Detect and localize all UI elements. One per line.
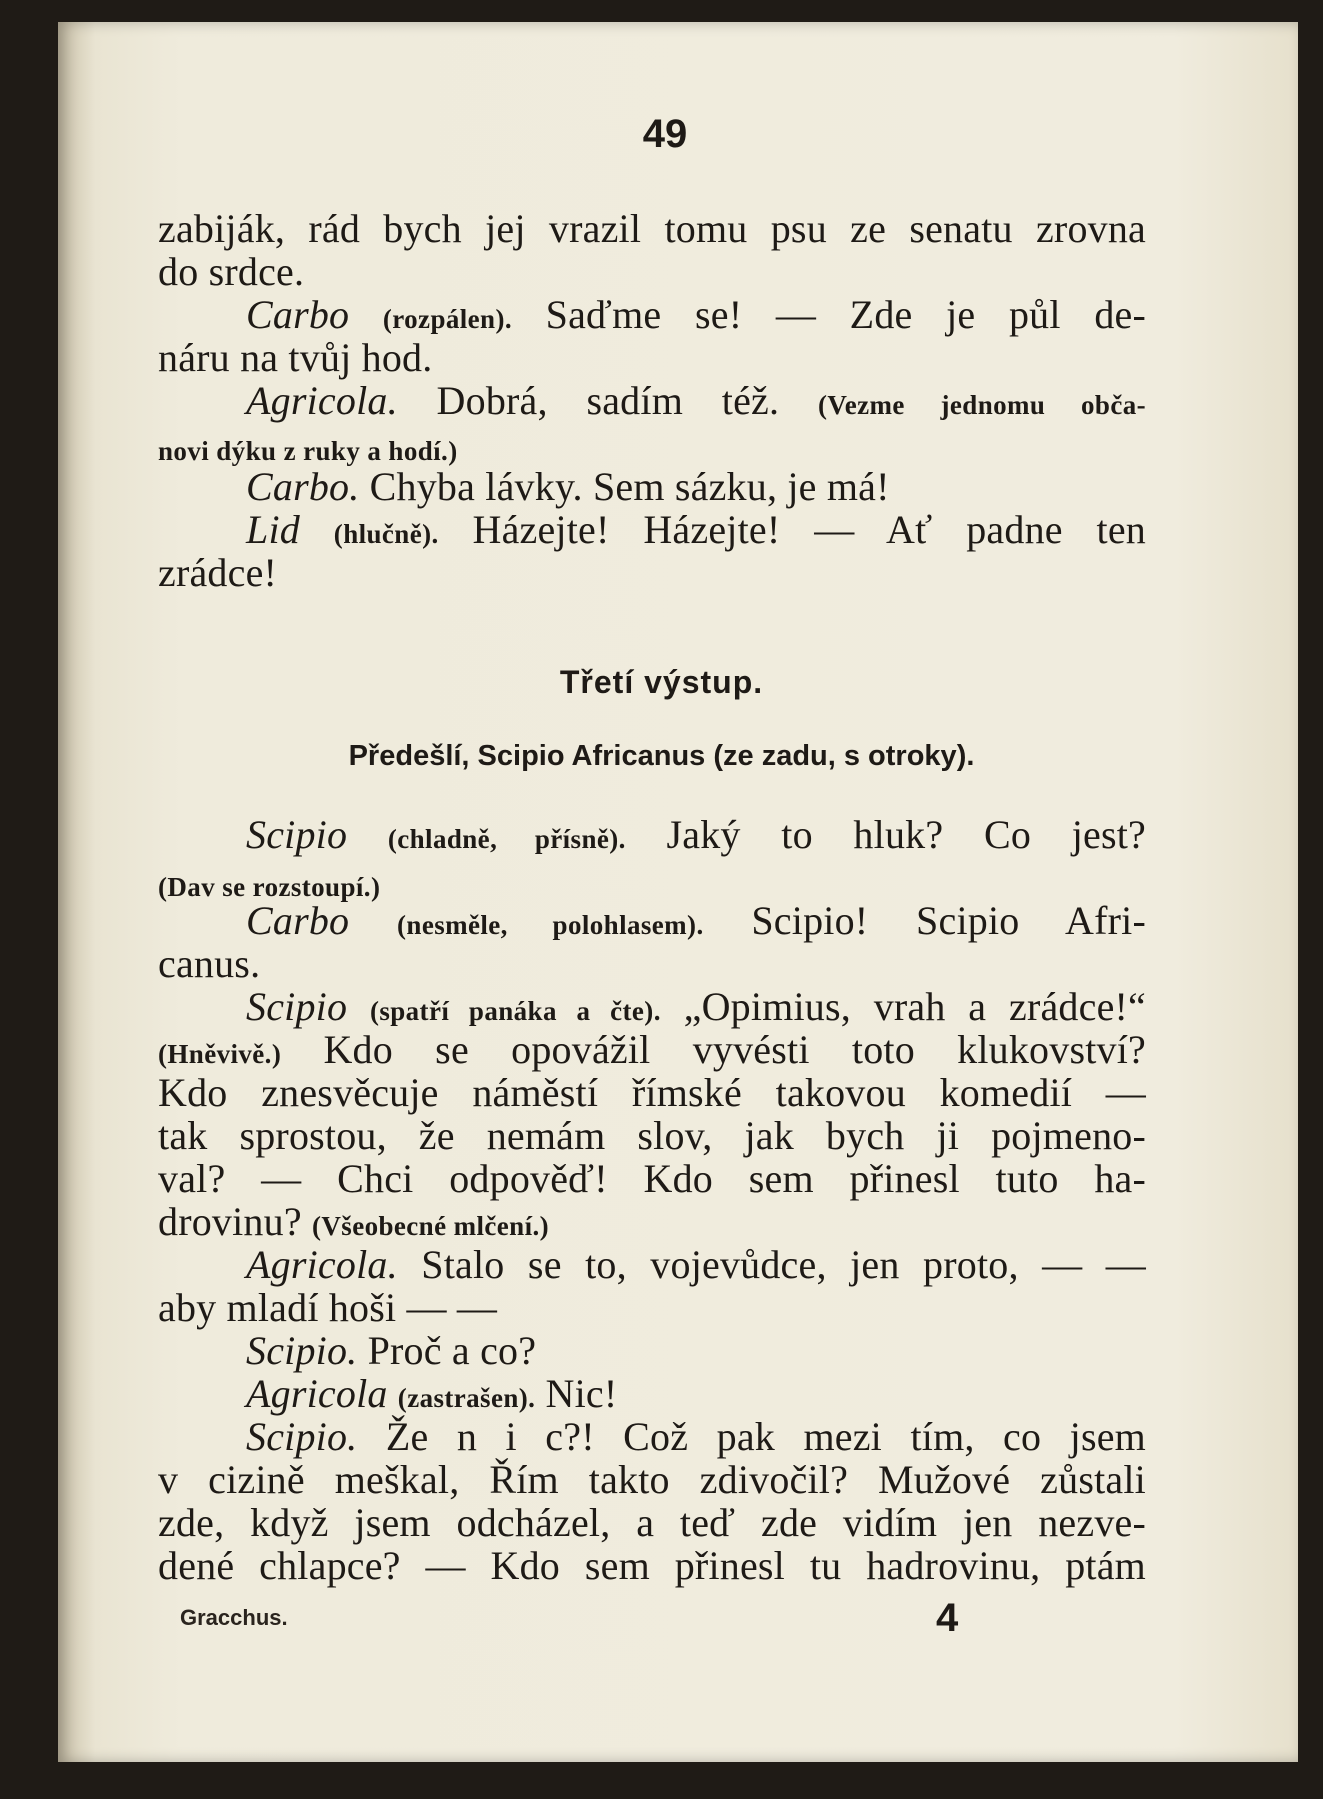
signature-mark: 4 [936, 1596, 959, 1640]
stage-direction: (spatří panáka a čte). [369, 996, 661, 1026]
speaker-name: Carbo [246, 292, 350, 337]
book-title-footer: Gracchus. [180, 1605, 288, 1630]
text-line: canus. [158, 941, 261, 986]
speaker-name: Agricola. [246, 1242, 398, 1287]
stage-direction: (chladně, přísně). [387, 824, 626, 854]
text-line: val? — Chci odpověď! Kdo sem přinesl tuto ha- [158, 1156, 1146, 1201]
stage-direction: (hlučně). [333, 519, 439, 549]
scene-heading: Třetí výstup. [559, 664, 764, 700]
dialogue-line: Scipio. Že n i c?! Což pak mezi tím, co jsem [246, 1414, 1146, 1459]
stage-direction: novi dýku z ruky a hodí.) [158, 436, 458, 466]
cast-list: Předešlí, Scipio Africanus (ze zadu, s otroky). [348, 740, 975, 772]
stage-direction: (rozpálen). [382, 304, 513, 334]
speaker-name: Agricola [246, 1371, 388, 1416]
text-line: zabiják, rád bych jej vrazil tomu psu ze senatu zrovna [158, 206, 1146, 251]
text-line: náru na tvůj hod. [158, 335, 433, 380]
stage-direction: (nesměle, polohlasem). [397, 910, 704, 940]
page-number: 49 [642, 112, 688, 156]
text-line: (Hněvivě.) Kdo se opovážil vyvésti toto klukovství? [158, 1027, 1146, 1072]
dialogue-line: Lid (hlučně). Házejte! Házejte! — Ať padne ten [246, 507, 1147, 552]
speaker-name: Scipio [246, 984, 348, 1029]
speaker-name: Carbo [246, 898, 350, 943]
text-line: v cizině meškal, Řím takto zdivočil? Mužové zůstali [158, 1457, 1146, 1502]
text-line: zrádce! [158, 550, 278, 595]
dialogue-line: Scipio. Proč a co? [246, 1328, 537, 1373]
stage-direction: (Vezme jednomu obča- [817, 390, 1147, 420]
text-line: dené chlapce? — Kdo sem přinesl tu hadrovinu, ptám [158, 1543, 1146, 1588]
dialogue-line: Carbo (rozpálen). Saďme se! — Zde je půl de- [246, 292, 1146, 337]
speaker-name: Scipio. [246, 1328, 358, 1373]
speaker-name: Agricola. [246, 378, 398, 423]
text-line: aby mladí hoši — — [158, 1285, 498, 1330]
speaker-name: Scipio [246, 812, 348, 857]
stage-direction: (Hněvivě.) [158, 1039, 282, 1069]
stage-direction: (Všeobecné mlčení.) [312, 1211, 550, 1241]
text-line: do srdce. [158, 249, 305, 294]
text-line: drovinu? (Všeobecné mlčení.) [158, 1199, 550, 1244]
dialogue-line: Scipio (spatří panáka a čte). „Opimius, vrah a zrádce!“ [246, 984, 1147, 1029]
dialogue-line: Scipio (chladně, přísně). Jaký to hluk? Co jest? [246, 812, 1147, 857]
speaker-name: Lid [246, 507, 300, 552]
stage-direction: (zastrašen). [397, 1383, 536, 1413]
dialogue-line: Agricola (zastrašen). Nic! [246, 1371, 618, 1416]
dialogue-line: Carbo (nesměle, polohlasem). Scipio! Scipio Afri- [246, 898, 1146, 943]
dialogue-line: Agricola. Dobrá, sadím též. (Vezme jednomu obča- [246, 378, 1147, 423]
speaker-name: Scipio. [246, 1414, 358, 1459]
text-line: zde, když jsem odcházel, a teď zde vidím jen nezve- [158, 1500, 1146, 1545]
text-line: Kdo znesvěcuje náměstí římské takovou komedií — [158, 1070, 1146, 1115]
stage-direction: (Dav se rozstoupí.) [158, 872, 381, 902]
text-line: tak sprostou, že nemám slov, jak bych ji pojmeno- [158, 1113, 1146, 1158]
dialogue-line: Carbo. Chyba lávky. Sem sázku, je má! [246, 464, 890, 509]
speaker-name: Carbo. [246, 464, 360, 509]
dialogue-line: Agricola. Stalo se to, vojevůdce, jen proto, — — [246, 1242, 1147, 1287]
